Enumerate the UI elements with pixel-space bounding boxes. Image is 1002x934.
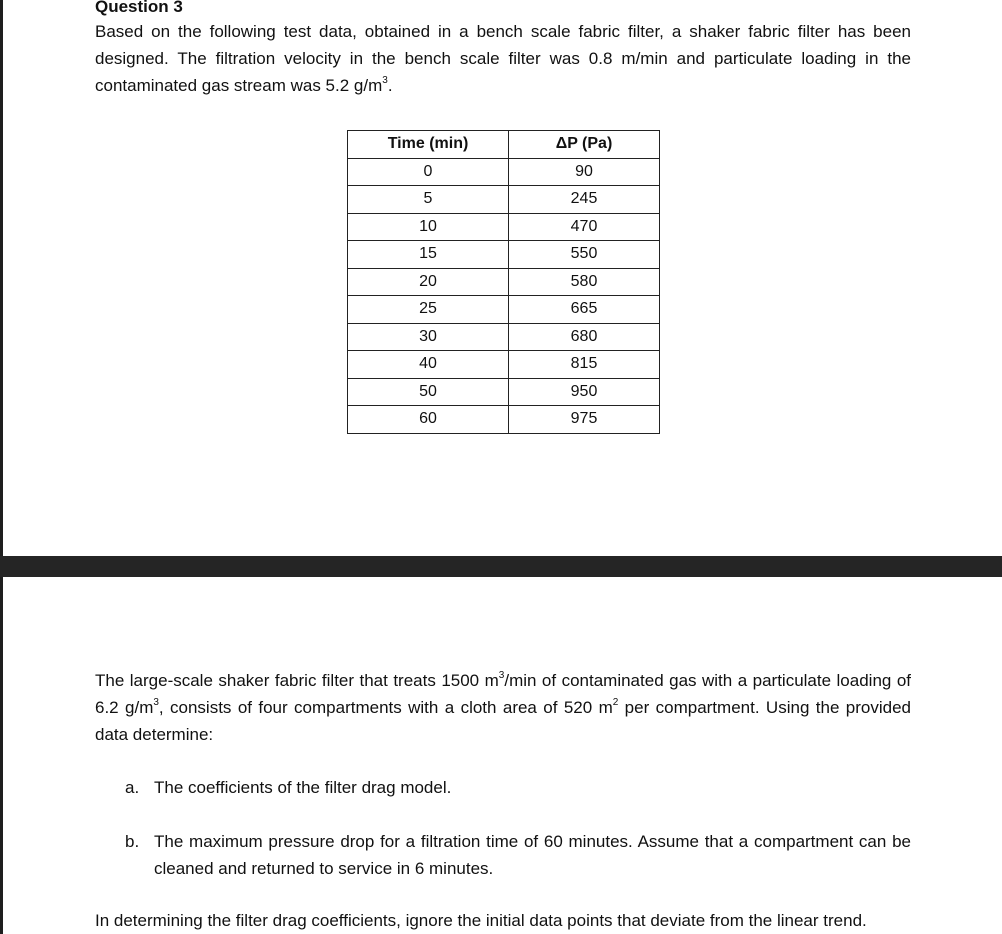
problem-superscript-3: 2 — [612, 697, 619, 709]
test-data-table — [347, 130, 660, 434]
pressure-drop-cell: 90 — [509, 158, 660, 186]
left-edge-bar — [0, 0, 3, 934]
table-row — [348, 323, 660, 351]
table-header-row — [348, 131, 660, 159]
page-divider — [0, 556, 1002, 577]
list-item-b — [125, 828, 911, 882]
time-cell: 50 — [348, 378, 509, 406]
time-column-header: Time (min) — [348, 131, 509, 159]
table-row — [348, 268, 660, 296]
list-marker-b: b. — [125, 832, 140, 851]
question-intro — [95, 18, 911, 99]
intro-text-1: Based on the following test data, obtained in a bench scale fabric filter, a shaker fabric filter has been designed. The filtration velocity in the bench scale filter was 0.8 m/min and particulate loading in the contaminated gas stream was 5.2 g/m — [95, 22, 911, 95]
time-cell: 25 — [348, 296, 509, 324]
problem-statement — [95, 667, 911, 748]
time-cell: 60 — [348, 406, 509, 434]
time-cell: 30 — [348, 323, 509, 351]
list-text-a: The coefficients of the filter drag model. — [154, 778, 452, 797]
pressure-drop-cell: 665 — [509, 296, 660, 324]
time-cell: 10 — [348, 213, 509, 241]
pressure-drop-cell: 245 — [509, 186, 660, 214]
question-title: Question 3 — [95, 0, 183, 16]
pressure-drop-cell: 470 — [509, 213, 660, 241]
table-row — [348, 158, 660, 186]
list-item-a — [125, 774, 911, 801]
time-cell: 0 — [348, 158, 509, 186]
table-row — [348, 186, 660, 214]
pressure-drop-cell: 680 — [509, 323, 660, 351]
time-cell: 15 — [348, 241, 509, 269]
list-text-b: The maximum pressure drop for a filtration time of 60 minutes. Assume that a compartment can be cleaned and returned to service in 6 minutes. — [154, 832, 911, 878]
problem-superscript-2: 3 — [153, 697, 159, 709]
intro-superscript: 3 — [382, 75, 388, 87]
table-row — [348, 213, 660, 241]
problem-superscript-1: 3 — [498, 670, 505, 682]
table-row — [348, 406, 660, 434]
pressure-drop-cell: 950 — [509, 378, 660, 406]
time-cell: 40 — [348, 351, 509, 379]
problem-text-4: per compartment. Using the provided data determine: — [95, 698, 911, 744]
problem-text-1: The large-scale shaker fabric filter that treats 1500 m — [95, 671, 499, 690]
pressure-drop-cell: 815 — [509, 351, 660, 379]
problem-text-3: , consists of four compartments with a cloth area of 520 m — [158, 698, 613, 717]
pressure-drop-cell: 580 — [509, 268, 660, 296]
intro-text-2: . — [387, 76, 393, 95]
pressure-drop-cell: 550 — [509, 241, 660, 269]
time-cell: 5 — [348, 186, 509, 214]
instruction-note: In determining the filter drag coefficients, ignore the initial data points that deviate from the linear trend. — [95, 911, 867, 930]
table-row — [348, 241, 660, 269]
table-row — [348, 296, 660, 324]
pressure-drop-column-header: ΔP (Pa) — [509, 131, 660, 159]
pressure-drop-cell: 975 — [509, 406, 660, 434]
problem-text-2: /min of contaminated gas with a particulate loading of 6.2 g/m — [95, 671, 911, 717]
table-row — [348, 351, 660, 379]
time-cell: 20 — [348, 268, 509, 296]
list-marker-a: a. — [125, 778, 140, 797]
table-row — [348, 378, 660, 406]
